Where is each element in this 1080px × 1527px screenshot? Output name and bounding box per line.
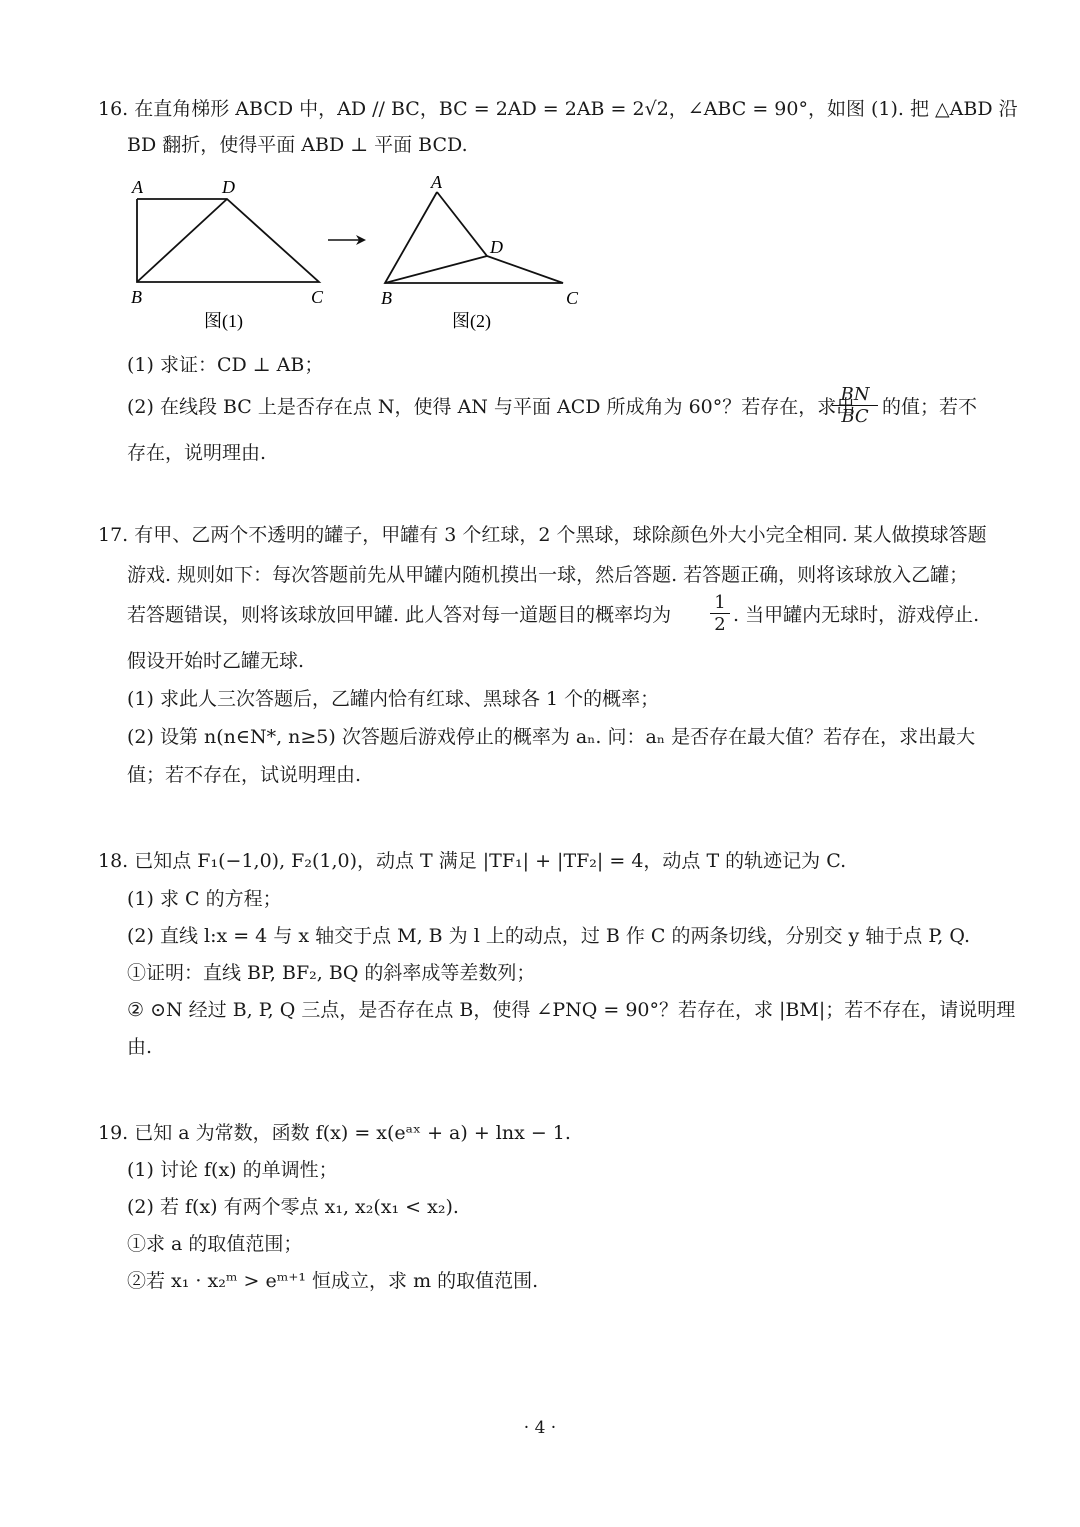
fraction-numerator: BN <box>832 384 878 406</box>
problem-17-line-4: 假设开始时乙罐无球. <box>127 650 305 672</box>
problem-19-part-2-i: ①求 a 的取值范围； <box>127 1233 303 1255</box>
fig1-label-d: D <box>222 177 235 197</box>
fraction-denominator: BC <box>841 406 869 427</box>
fig2-label-a: A <box>431 172 442 192</box>
problem-17-line-1 <box>98 522 987 548</box>
edge-bd <box>385 256 487 283</box>
problem-17-line-3b: . 当甲罐内无球时，游戏停止. <box>733 604 980 626</box>
problem-16-part-2b: 的值；若不 <box>882 396 978 418</box>
problem-18-part-2-i: ①证明：直线 BP, BF₂, BQ 的斜率成等差数列； <box>127 962 536 984</box>
problem-19-number: 19. <box>98 1122 129 1144</box>
problem-16-part-2a: (2) 在线段 BC 上是否存在点 N，使得 AN 与平面 ACD 所成角为 60°？若存在，求出 <box>127 396 856 418</box>
figure-1-trapezoid <box>118 172 348 337</box>
problem-19-part-1: (1) 讨论 f(x) 的单调性； <box>127 1159 338 1181</box>
fig2-label-b: B <box>381 288 392 308</box>
problem-18-text-1: 已知点 F₁(−1,0), F₂(1,0)，动点 T 满足 |TF₁| + |TF₂| = 4，动点 T 的轨迹记为 C. <box>134 850 847 872</box>
figure-2-tetrahedron <box>370 170 600 337</box>
problem-17-fraction <box>710 592 730 635</box>
problem-19-text-1: 已知 a 为常数，函数 f(x) = x(eᵃˣ + a) + lnx − 1. <box>134 1122 571 1144</box>
fig2-caption: 图(2) <box>452 311 491 331</box>
problem-17-part-2: (2) 设第 n(n∈N*, n≥5) 次答题后游戏停止的概率为 aₙ. 问：aₙ 是否存在最大值？若存在，求出最大 <box>127 726 976 748</box>
triangle-outline <box>385 192 563 283</box>
problem-17-text-1: 有甲、乙两个不透明的罐子，甲罐有 3 个红球，2 个黑球，球除颜色外大小完全相同. 某人做摸球答题 <box>134 524 987 546</box>
problem-18-part-2: (2) 直线 l:x = 4 与 x 轴交于点 M, B 为 l 上的动点，过 B 作 C 的两条切线，分别交 y 轴于点 P, Q. <box>127 925 971 947</box>
problem-16-line-1 <box>98 96 1018 122</box>
problem-18-part-2-ii: ② ⊙N 经过 B, P, Q 三点，是否存在点 B，使得 ∠PNQ = 90°？若存在，求 |BM|；若不存在，请说明理 <box>127 999 1016 1021</box>
problem-19-part-2: (2) 若 f(x) 有两个零点 x₁, x₂(x₁ < x₂). <box>127 1196 459 1218</box>
problem-17-part-1: (1) 求此人三次答题后，乙罐内恰有红球、黑球各 1 个的概率； <box>127 688 660 710</box>
problem-18-part-1: (1) 求 C 的方程； <box>127 888 282 910</box>
problem-16-number: 16. <box>98 98 129 120</box>
problem-17-part-2b: 值；若不存在，试说明理由. <box>127 764 362 786</box>
arrow-icon <box>326 230 370 250</box>
problem-18-part-2-ii-b: 由. <box>127 1036 153 1058</box>
fig1-caption: 图(1) <box>204 311 243 331</box>
problem-16-line-2: BD 翻折，使得平面 ABD ⊥ 平面 BCD. <box>127 134 468 156</box>
trapezoid-outline <box>137 199 319 282</box>
problem-17-number: 17. <box>98 524 129 546</box>
fig2-label-d: D <box>490 237 503 257</box>
problem-17-line-2: 游戏. 规则如下：每次答题前先从甲罐内随机摸出一球，然后答题. 若答题正确，则将该球放入乙罐； <box>127 564 969 586</box>
fraction-numerator: 1 <box>710 592 730 614</box>
fig1-label-a: A <box>132 177 143 197</box>
problem-19-line-1 <box>98 1120 571 1146</box>
problem-19-part-2-ii: ②若 x₁ · x₂ᵐ > eᵐ⁺¹ 恒成立，求 m 的取值范围. <box>127 1270 539 1292</box>
fig1-label-b: B <box>131 287 142 307</box>
problem-16-fraction <box>832 384 878 427</box>
diagonal-bd <box>137 199 227 282</box>
page-number: · 4 · <box>523 1418 557 1438</box>
fig1-label-c: C <box>311 287 324 307</box>
problem-18-line-1 <box>98 848 846 874</box>
fig2-label-c: C <box>566 288 579 308</box>
problem-16-part-1: (1) 求证：CD ⊥ AB； <box>127 354 324 376</box>
problem-18-number: 18. <box>98 850 129 872</box>
problem-16-part-2c: 存在，说明理由. <box>127 442 267 464</box>
problem-17-line-3a: 若答题错误，则将该球放回甲罐. 此人答对每一道题目的概率均为 <box>127 604 672 626</box>
problem-16-text-1: 在直角梯形 ABCD 中，AD // BC，BC = 2AD = 2AB = 2√2，∠ABC = 90°，如图 (1). 把 △ABD 沿 <box>134 98 1018 120</box>
fraction-denominator: 2 <box>714 614 726 635</box>
